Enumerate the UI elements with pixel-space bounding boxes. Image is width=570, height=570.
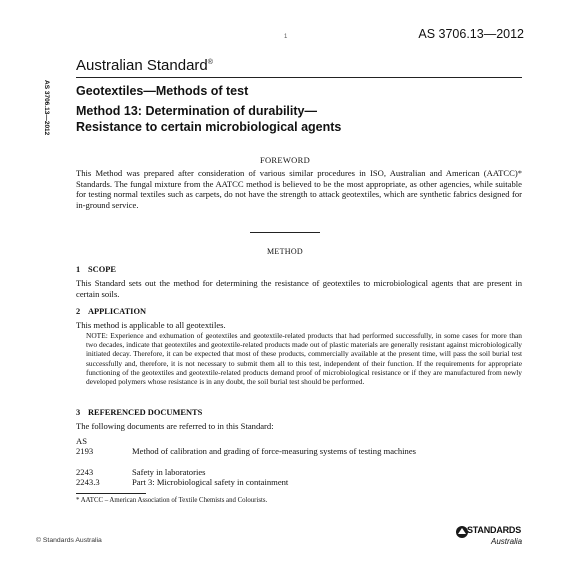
scope-number: 1 xyxy=(76,265,81,274)
reference-title: Part 3: Microbiological safety in containment xyxy=(132,477,289,487)
side-label: AS 3706.13—2012 xyxy=(43,80,50,136)
references-prefix: AS xyxy=(76,436,87,446)
reference-item xyxy=(76,446,522,457)
method-title-line2: Resistance to certain microbiological agents xyxy=(76,120,342,134)
reference-title: Method of calibration and grading of force-measuring systems of testing machines xyxy=(132,446,416,456)
series-title: Geotextiles—Methods of test xyxy=(76,84,249,98)
application-number: 2 xyxy=(76,307,81,316)
page-mark: 1 xyxy=(284,34,288,40)
reference-number: 2193 xyxy=(76,446,94,456)
reference-item xyxy=(76,467,522,478)
scope-title: SCOPE xyxy=(88,265,116,274)
references-title: REFERENCED DOCUMENTS xyxy=(88,408,203,417)
standard-label xyxy=(76,57,213,74)
reference-title: Safety in laboratories xyxy=(132,467,206,477)
reference-number: 2243.3 xyxy=(76,477,100,487)
reference-number: 2243 xyxy=(76,467,94,477)
standards-australia-logo xyxy=(455,521,535,551)
application-heading xyxy=(76,307,146,316)
copyright-notice: © Standards Australia xyxy=(36,537,102,544)
references-intro: The following documents are referred to in this Standard: xyxy=(76,421,274,431)
application-title: APPLICATION xyxy=(88,307,147,316)
header-rule xyxy=(76,77,522,78)
references-heading xyxy=(76,408,202,417)
registered-mark: ® xyxy=(207,59,213,66)
method-title-line1: Method 13: Determination of durability— xyxy=(76,104,317,118)
scope-text: This Standard sets out the method for determining the resistance of geotextiles to microbiological agents that are present in certain soils. xyxy=(76,278,522,299)
references-number: 3 xyxy=(76,408,81,417)
foreword-heading: FOREWORD xyxy=(259,155,311,165)
method-title xyxy=(76,103,506,135)
section-divider xyxy=(250,232,320,233)
scope-heading xyxy=(76,265,116,274)
standard-label-text: Australian Standard xyxy=(76,57,208,74)
method-heading: METHOD xyxy=(266,247,304,256)
footnote: * AATCC – American Association of Textile Chemists and Colourists. xyxy=(76,497,268,504)
application-text: This method is applicable to all geotextiles. xyxy=(76,320,226,330)
application-note: NOTE: Experience and exhumation of geotextiles and geotextile-related products that had performed successfully, in some cases for more than two decades, indicate that geotextiles and geotextile-related products made out of plastic materials are generally resistant against microbiologically initiated decay. Therefore, it can be expected that most of these products, commercially available at the present time, will pass the soil burial test successfully and, therefore, it is not necessary to submit them all to this test, independent of their function. If the requirements for appropriate functioning of the geotextiles and geotextile-related products demand proof of microbiological resistance or if they are manufactured from newly developed polymers whose resistance is in any doubt, the soil burial test should be performed. xyxy=(86,331,522,387)
document-number: AS 3706.13—2012 xyxy=(418,27,524,41)
footnote-rule xyxy=(76,493,146,494)
logo-main-text: STANDARDS xyxy=(467,525,522,535)
reference-item xyxy=(76,477,522,488)
foreword-text: This Method was prepared after consideration of various similar procedures in ISO, Australian and American (AATCC)* Standards. The fungal mixture from the AATCC method is believed to be the most appropriate, as other agencies, while suitable for testing normal textiles such as carpets, do not have the strength to attack geotextiles, which are synthetic fabrics designed for in-ground service. xyxy=(76,168,522,210)
logo-sub-text: Australia xyxy=(491,537,523,546)
